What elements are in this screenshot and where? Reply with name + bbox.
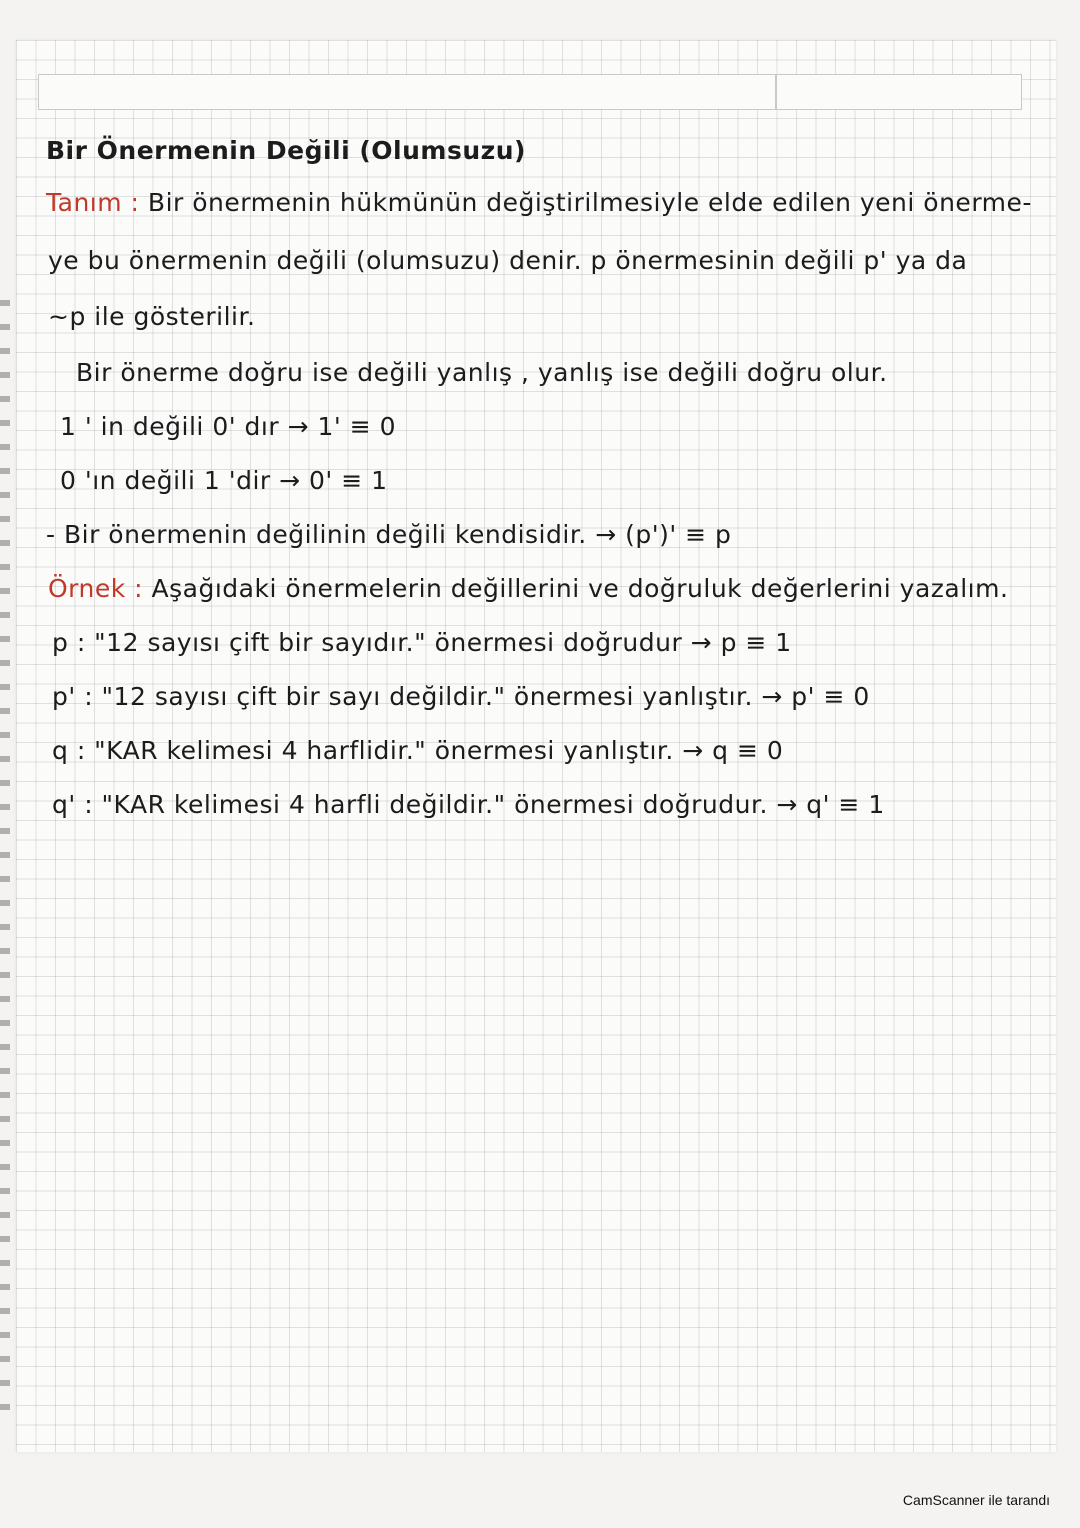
definition-label: Tanım : [46,188,140,217]
example-heading: Örnek : Aşağıdaki önermelerin değillerini ve doğruluk değerlerini yazalım. [48,574,1009,603]
definition-line-2: ye bu önermenin değili (olumsuzu) denir. p önermesinin değili p' ya da [48,246,968,275]
header-box [38,74,1022,110]
double-negation-text: - Bir önermenin değilinin değili kendisidir. → (p')' ≡ p [46,520,732,549]
example-item-2: p' : "12 sayısı çift bir sayı değildir." önermesi yanlıştır. → p' ≡ 0 [52,682,870,711]
rule-text: Bir önerme doğru ise değili yanlış , yanlış ise değili doğru olur. [76,358,888,387]
basic-example-2: 0 'ın değili 1 'dir → 0' ≡ 1 [60,466,388,495]
notebook-binding [0,300,10,1420]
definition-line-3: ~p ile gösterilir. [48,302,256,331]
example-item-3: q : "KAR kelimesi 4 harflidir." önermesi yanlıştır. → q ≡ 0 [52,736,784,765]
scanner-watermark: CamScanner ile tarandı [902,1492,1050,1508]
example-label: Örnek : [48,574,144,603]
example-item-1: p : "12 sayısı çift bir sayıdır." önermesi doğrudur → p ≡ 1 [52,628,792,657]
basic-example-1: 1 ' in değili 0' dır → 1' ≡ 0 [60,412,396,441]
page-title: Bir Önermenin Değili (Olumsuzu) [46,136,526,165]
example-item-4: q' : "KAR kelimesi 4 harfli değildir." önermesi doğrudur. → q' ≡ 1 [52,790,885,819]
header-divider [775,75,777,109]
definition-line-1: Tanım : Bir önermenin hükmünün değiştirilmesiyle elde edilen yeni önerme- [46,188,1032,217]
